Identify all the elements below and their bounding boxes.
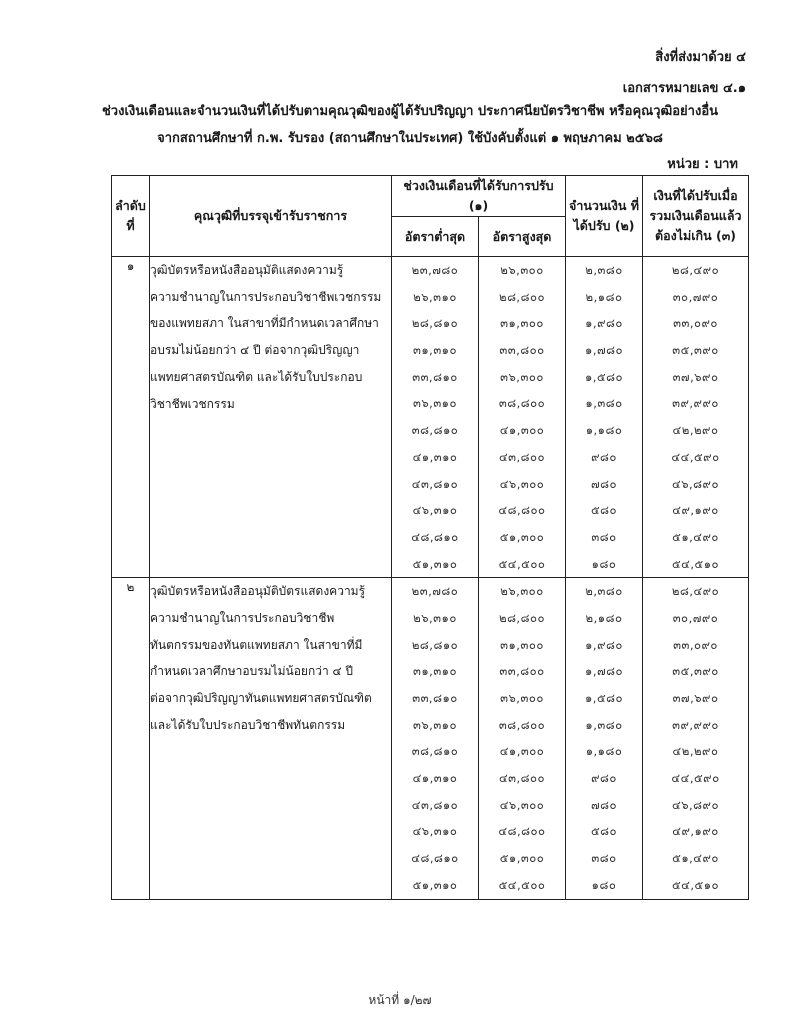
max-rate-value: ๓๖,๓๐๐	[500, 691, 544, 705]
page-title-line-1: ช่วงเงินเดือนและจำนวนเงินที่ได้ปรับตามคุณวุฒิของผู้ได้รับปริญญา ประกาศนียบัตรวิชาชีพ หรือคุณวุฒิอย่างอื่น	[101, 104, 719, 119]
max-rate-value: ๓๑,๓๐๐	[500, 316, 544, 331]
adjust-amount-column	[566, 578, 643, 899]
header-min-rate: อัตราต่ำสุด	[392, 217, 479, 257]
row-number: ๒	[112, 578, 150, 899]
total-cap-value: ๕๔,๕๑๐	[671, 877, 720, 892]
min-rate-value: ๒๖,๓๑๐	[413, 610, 457, 625]
adjust-amount-value: ๑๘๐	[591, 877, 617, 892]
max-rate-value: ๔๑,๓๐๐	[499, 423, 545, 438]
total-cap-value: ๔๒,๒๙๐	[672, 744, 719, 759]
total-cap-value: ๓๐,๗๙๐	[672, 289, 719, 304]
max-rate-value: ๒๖,๓๐๐	[500, 584, 544, 599]
header-adjust-amount: จำนวนเงิน ที่ได้ปรับ (๒)	[566, 176, 643, 257]
min-rate-value: ๓๓,๘๑๐	[412, 369, 458, 384]
min-rate-value: ๔๑,๓๑๐	[412, 771, 458, 786]
max-rate-value: ๔๓,๘๐๐	[498, 771, 546, 786]
adjust-amount-value: ๕๘๐	[590, 503, 618, 518]
adjust-amount-value: ๒,๓๘๐	[585, 263, 623, 277]
qualification-line: กำหนดเวลาศึกษาอบรมไม่น้อยกว่า ๔ ปี	[150, 664, 354, 679]
qualification-line: ทันตกรรมของทันตแพทยสภา ในสาขาที่มี	[150, 637, 363, 652]
adjust-amount-value: ๑,๗๘๐	[585, 664, 624, 679]
max-rate-value: ๔๖,๓๐๐	[499, 797, 545, 812]
adjust-amount-value: ๒,๓๘๐	[585, 584, 623, 599]
min-rate-value: ๒๓,๗๘๐	[411, 263, 459, 277]
qualification-line: ต่อจากวุฒิปริญญาทันตแพทยศาสตรบัณฑิต	[150, 691, 372, 706]
max-rate-value: ๕๑,๓๐๐	[499, 529, 545, 544]
min-rate-value: ๔๑,๓๑๐	[412, 449, 458, 464]
min-rate-value: ๔๘,๘๑๐	[411, 851, 459, 866]
adjust-amount-value: ๑๘๐	[591, 556, 617, 571]
total-cap-value: ๓๙,๙๙๐	[672, 396, 719, 411]
max-rate-value: ๔๘,๘๐๐	[498, 503, 546, 518]
total-cap-column	[643, 578, 749, 899]
min-rate-value: ๔๓,๘๑๐	[411, 476, 459, 491]
adjust-amount-value: ๓๘๐	[591, 529, 617, 544]
total-cap-value: ๓๗,๖๙๐	[672, 369, 719, 384]
adjust-amount-value: ๑,๙๘๐	[585, 637, 623, 652]
qualification-line: ความชำนาญในการประกอบวิชาชีพเวชกรรม	[150, 289, 382, 304]
total-cap-value: ๕๔,๕๑๐	[671, 556, 720, 571]
total-cap-value: ๒๘,๔๙๐	[671, 584, 720, 599]
max-rate-value: ๕๑,๓๐๐	[499, 851, 545, 866]
qualification-line: วุฒิบัตรหรือหนังสืออนุมัติบัตรแสดงความรู้	[150, 584, 366, 599]
qualification-line: วิชาชีพเวชกรรม	[150, 396, 235, 411]
min-rate-value: ๔๖,๓๑๐	[412, 503, 458, 518]
total-cap-value: ๓๓,๐๙๐	[673, 637, 718, 652]
min-rate-value: ๓๑,๓๑๐	[413, 343, 457, 358]
total-cap-value: ๓๙,๙๙๐	[672, 717, 719, 732]
total-cap-value: ๔๔,๕๙๐	[671, 449, 720, 464]
header-total-cap: เงินที่ได้ปรับเมื่อ รวมเงินเดือนแล้ว ต้องไม่เกิน (๓)	[643, 176, 749, 257]
qualification-line: ความชำนาญในการประกอบวิชาชีพ	[150, 610, 335, 625]
min-rate-value: ๓๖,๓๑๐	[413, 717, 457, 732]
max-rate-value: ๔๑,๓๐๐	[499, 744, 545, 759]
max-rate-value: ๔๓,๘๐๐	[498, 449, 546, 464]
min-rate-value: ๓๓,๘๑๐	[412, 691, 458, 705]
salary-table	[111, 175, 749, 900]
adjust-amount-value: ๙๘๐	[591, 771, 617, 786]
page-title-line-2: จากสถานศึกษาที่ ก.พ. รับรอง (สถานศึกษาในประเทศ) ใช้บังคับตั้งแต่ ๑ พฤษภาคม ๒๕๖๘	[157, 131, 663, 146]
min-rate-value: ๒๘,๘๑๐	[411, 637, 459, 652]
min-rate-value: ๒๖,๓๑๐	[413, 289, 457, 304]
adjust-amount-value: ๓๘๐	[591, 851, 617, 866]
adjust-amount-value: ๙๘๐	[591, 449, 617, 464]
min-rate-value: ๓๘,๘๑๐	[411, 744, 459, 759]
min-rate-value: ๓๖,๓๑๐	[413, 396, 457, 411]
adjust-amount-value: ๑,๑๘๐	[585, 423, 623, 438]
qualification-line: และได้รับใบประกอบวิชาชีพทันตกรรม	[150, 717, 346, 732]
adjust-amount-value: ๑,๓๘๐	[585, 396, 623, 411]
document-number: เอกสารหมายเลข ๔.๑	[622, 81, 746, 96]
max-rate-value: ๒๖,๓๐๐	[500, 263, 544, 277]
table-row	[112, 578, 749, 899]
min-rate-value: ๓๑,๓๑๐	[413, 664, 457, 679]
total-cap-value: ๓๐,๗๙๐	[672, 610, 719, 625]
min-rate-value: ๒๘,๘๑๐	[411, 316, 459, 331]
adjust-amount-value: ๑,๑๘๐	[585, 744, 623, 759]
total-cap-value: ๔๖,๘๙๐	[672, 797, 719, 812]
adjust-amount-value: ๑,๕๘๐	[584, 691, 624, 705]
total-cap-value: ๒๘,๔๙๐	[671, 263, 720, 277]
total-cap-value: ๕๑,๔๙๐	[672, 529, 719, 544]
min-rate-value: ๔๖,๓๑๐	[412, 824, 458, 839]
adjust-amount-value: ๑,๕๘๐	[584, 369, 624, 384]
adjust-amount-column	[566, 257, 643, 578]
qualification-line: อบรมไม่น้อยกว่า ๔ ปี ต่อจากวุฒิปริญญา	[150, 343, 360, 358]
total-cap-value: ๔๖,๘๙๐	[672, 476, 719, 491]
max-rate-value: ๔๖,๓๐๐	[499, 476, 545, 491]
total-cap-value: ๔๒,๒๙๐	[672, 423, 719, 438]
max-rate-column	[479, 257, 566, 578]
adjust-amount-value: ๗๘๐	[590, 797, 618, 812]
total-cap-value: ๓๕,๓๙๐	[672, 664, 719, 679]
total-cap-value: ๔๙,๑๙๐	[672, 824, 719, 839]
adjust-amount-value: ๑,๗๘๐	[585, 343, 624, 358]
adjust-amount-value: ๗๘๐	[590, 476, 618, 491]
adjust-amount-value: ๑,๙๘๐	[585, 316, 623, 331]
row-number: ๑	[112, 257, 150, 578]
qualification-line: แพทยศาสตรบัณฑิต และได้รับใบประกอบ	[150, 369, 363, 384]
max-rate-value: ๕๔,๕๐๐	[498, 556, 546, 571]
min-rate-value: ๓๘,๘๑๐	[411, 423, 459, 438]
qualification-line: วุฒิบัตรหรือหนังสืออนุมัติแสดงความรู้	[150, 263, 344, 277]
max-rate-value: ๓๓,๘๐๐	[499, 343, 545, 358]
min-rate-column	[392, 257, 479, 578]
total-cap-value: ๔๙,๑๙๐	[672, 503, 719, 518]
max-rate-value: ๕๔,๕๐๐	[498, 877, 546, 892]
total-cap-value: ๕๑,๔๙๐	[672, 851, 719, 866]
total-cap-value: ๓๗,๖๙๐	[672, 691, 719, 705]
min-rate-value: ๒๓,๗๘๐	[411, 584, 459, 599]
header-salary-range: ช่วงเงินเดือนที่ได้รับการปรับ (๑)	[392, 176, 566, 217]
min-rate-value: ๔๓,๘๑๐	[411, 797, 459, 812]
min-rate-value: ๕๑,๓๑๐	[412, 877, 458, 892]
max-rate-value: ๒๘,๘๐๐	[498, 610, 546, 625]
qualification-cell	[150, 257, 392, 578]
adjust-amount-value: ๒,๑๘๐	[585, 610, 623, 625]
min-rate-column	[392, 578, 479, 899]
qualification-line: ของแพทยสภา ในสาขาที่มีกำหนดเวลาศึกษา	[150, 316, 379, 331]
max-rate-value: ๓๓,๘๐๐	[499, 664, 545, 679]
table-row	[112, 257, 749, 578]
header-max-rate: อัตราสูงสุด	[479, 217, 566, 257]
page-number: หน้าที่ ๑/๒๗	[368, 993, 432, 1007]
adjust-amount-value: ๑,๓๘๐	[585, 717, 623, 732]
max-rate-value: ๓๑,๓๐๐	[500, 637, 544, 652]
max-rate-value: ๓๘,๘๐๐	[498, 717, 546, 732]
max-rate-value: ๓๖,๓๐๐	[500, 369, 544, 384]
max-rate-value: ๒๘,๘๐๐	[498, 289, 546, 304]
header-qualification: คุณวุฒิที่บรรจุเข้ารับราชการ	[150, 176, 392, 257]
min-rate-value: ๔๘,๘๑๐	[411, 529, 459, 544]
header-no: ลำดับ ที่	[112, 176, 150, 257]
adjust-amount-value: ๒,๑๘๐	[585, 289, 623, 304]
total-cap-column	[643, 257, 749, 578]
min-rate-value: ๕๑,๓๑๐	[412, 556, 458, 571]
adjust-amount-value: ๕๘๐	[590, 824, 618, 839]
max-rate-column	[479, 578, 566, 899]
max-rate-value: ๔๘,๘๐๐	[498, 824, 546, 839]
total-cap-value: ๓๓,๐๙๐	[673, 316, 718, 331]
total-cap-value: ๓๕,๓๙๐	[672, 343, 719, 358]
max-rate-value: ๓๘,๘๐๐	[498, 396, 546, 411]
total-cap-value: ๔๔,๕๙๐	[671, 771, 720, 786]
unit-label: หน่วย : บาท	[667, 157, 738, 172]
qualification-cell	[150, 578, 392, 899]
attachment-label: สิ่งที่ส่งมาด้วย ๔	[655, 50, 746, 65]
